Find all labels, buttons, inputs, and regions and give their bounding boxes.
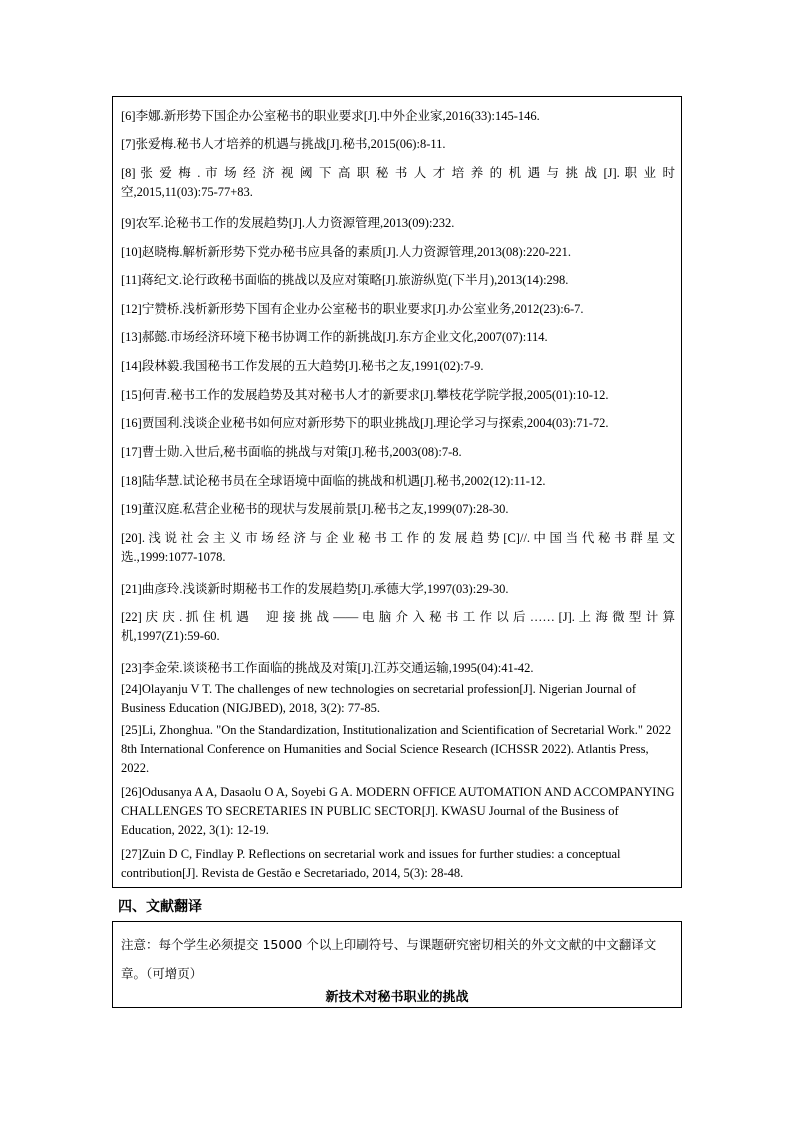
note-text: 注意：每个学生必须提交 15000 个以上印刷符号、与课题研究密切相关的外文文献的中文翻译文章。（可增页）: [121, 937, 657, 981]
references-box: [112, 96, 682, 888]
reference-item: [7]张爱梅.秘书人才培养的机遇与挑战[J].秘书,2015(06):8-11.: [121, 137, 446, 151]
reference-item: [20]. 浅 说 社 会 主 义 市 场 经 济 与 企 业 秘 书 工 作 的 发 展 趋 势 [C]//. 中 国 当 代 秘 书 群 星 文 选.,1999:1077-1078.: [121, 531, 675, 564]
reference-item: [23]李金荣.谈谈秘书工作面临的挑战及对策[J].江苏交通运输,1995(04):41-42.: [121, 661, 534, 675]
reference-item: [17]曹士勋.入世后,秘书面临的挑战与对策[J].秘书,2003(08):7-8.: [121, 445, 462, 459]
reference-item: [22] 庆 庆 . 抓 住 机 遇 迎 接 挑 战 —— 电 脑 介 入 秘 书 工 作 以 后 …… [J]. 上 海 微 型 计 算 机,1997(Z1):59-60.: [121, 610, 675, 643]
reference-item: [11]蒋纪文.论行政秘书面临的挑战以及应对策略[J].旅游纵览(下半月),2013(14):298.: [121, 273, 569, 287]
reference-item: [8] 张 爱 梅 . 市 场 经 济 视 阈 下 高 职 秘 书 人 才 培 养 的 机 遇 与 挑 战 [J]. 职 业 时 空,2015,11(03):75-77+83.: [121, 166, 675, 199]
reference-item: [6]李娜.新形势下国企办公室秘书的职业要求[J].中外企业家,2016(33):145-146.: [121, 109, 540, 123]
section-title: 四、文献翻译: [118, 899, 202, 915]
reference-item: [26]Odusanya A A, Dasaolu O A, Soyebi G A. MODERN OFFICE AUTOMATION AND ACCOMPANYING CHALLENGES TO SECRETARIES IN PUBLIC SECTOR[J]. KWASU Journal of the Business of Education, 2022, 3(1): 12-19.: [121, 785, 675, 837]
reference-item: [14]段林毅.我国秘书工作发展的五大趋势[J].秘书之友,1991(02):7-9.: [121, 359, 484, 373]
translation-box: [112, 921, 682, 1008]
reference-item: [16]贾国利.浅谈企业秘书如何应对新形势下的职业挑战[J].理论学习与探索,2004(03):71-72.: [121, 416, 609, 430]
translation-title: 新技术对秘书职业的挑战: [325, 990, 469, 1005]
reference-item: [19]董汉庭.私营企业秘书的现状与发展前景[J].秘书之友,1999(07):28-30.: [121, 502, 509, 516]
reference-item: [13]郝懿.市场经济环境下秘书协调工作的新挑战[J].东方企业文化,2007(07):114.: [121, 330, 548, 344]
reference-item: [27]Zuin D C, Findlay P. Reflections on secretarial work and issues for further studies: a conceptual contribution[J]. Revista de Gestão e Secretariado, 2014, 5(3): 28-48.: [121, 847, 621, 880]
reference-item: [21]曲彦玲.浅谈新时期秘书工作的发展趋势[J].承德大学,1997(03):29-30.: [121, 582, 509, 596]
reference-item: [10]赵晓梅.解析新形势下党办秘书应具备的素质[J].人力资源管理,2013(08):220-221.: [121, 245, 571, 259]
reference-item: [25]Li, Zhonghua. "On the Standardization, Institutionalization and Scientification of Secretarial Work." 2022 8th International Conference on Humanities and Social Science Research (ICHSSR 2022). Atlantis Press, 2022.: [121, 723, 672, 775]
reference-item: [15]何青.秘书工作的发展趋势及其对秘书人才的新要求[J].攀枝花学院学报,2005(01):10-12.: [121, 388, 609, 402]
reference-item: [12]宁赞桥.浅析新形势下国有企业办公室秘书的职业要求[J].办公室业务,2012(23):6-7.: [121, 302, 584, 316]
reference-item: [24]Olayanju V T. The challenges of new technologies on secretarial profession[J]. Nigerian Journal of Business Education (NIGJBED), 2018, 3(2): 77-85.: [121, 682, 637, 715]
reference-item: [9]农军.论秘书工作的发展趋势[J].人力资源管理,2013(09):232.: [121, 216, 455, 230]
reference-item: [18]陆华慧.试论秘书员在全球语境中面临的挑战和机遇[J].秘书,2002(12):11-12.: [121, 474, 546, 488]
